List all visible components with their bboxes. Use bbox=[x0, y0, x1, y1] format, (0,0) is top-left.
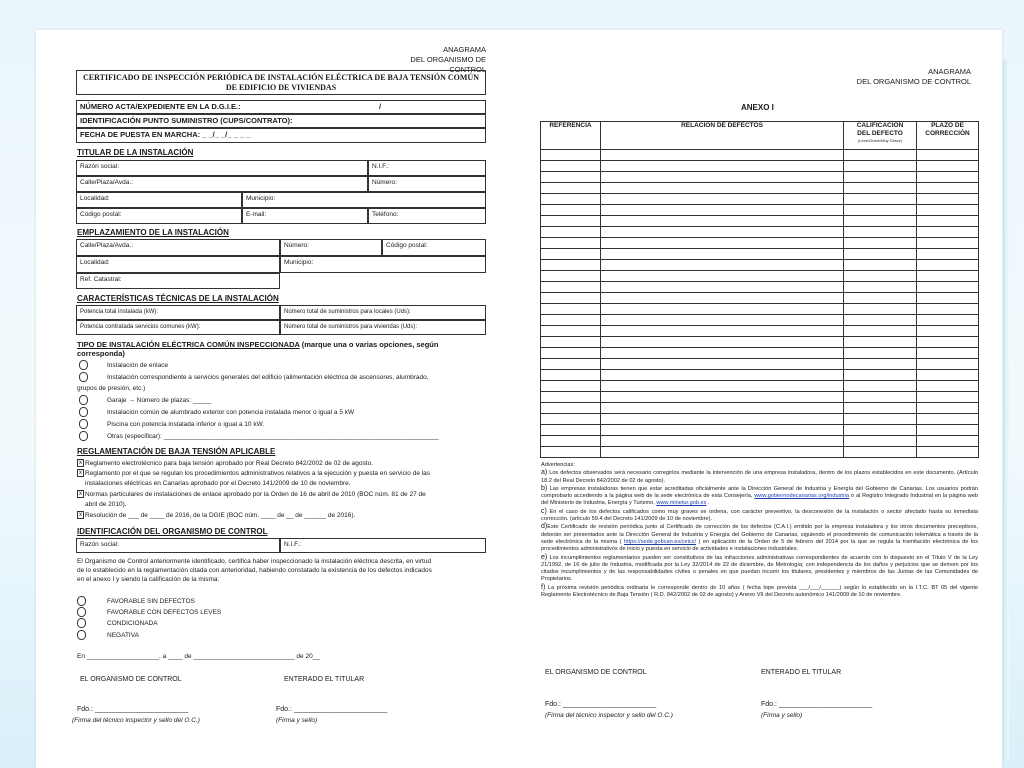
defect-cell[interactable] bbox=[917, 271, 979, 282]
defect-row bbox=[541, 315, 979, 326]
defect-row bbox=[541, 172, 979, 183]
option-servicios-generales-radio[interactable] bbox=[79, 372, 88, 382]
titular-numero-field[interactable]: Número: bbox=[368, 176, 486, 192]
defect-row bbox=[541, 425, 979, 436]
tipo-instalacion-heading bbox=[77, 340, 487, 358]
advertencias-block bbox=[541, 462, 978, 599]
certificacion-text-line2: de lo establecido en la reglamentación citada con anterioridad, habiendo constatado la existencia de los defectos indicados bbox=[77, 567, 432, 574]
acta-field[interactable] bbox=[76, 100, 486, 114]
defect-cell[interactable] bbox=[917, 315, 979, 326]
defect-cell[interactable] bbox=[541, 381, 601, 392]
calif-condicionada-radio[interactable] bbox=[77, 618, 86, 628]
right-sig-organismo-label: EL ORGANISMO DE CONTROL bbox=[545, 669, 647, 676]
defect-row bbox=[541, 414, 979, 425]
anexo-title: ANEXO I bbox=[741, 103, 774, 112]
defect-cell[interactable] bbox=[541, 205, 601, 216]
defect-row bbox=[541, 370, 979, 381]
defect-cell[interactable] bbox=[844, 326, 917, 337]
fecha-puesta-marcha-field[interactable]: FECHA DE PUESTA EN MARCHA: _ _/_ _/_ _ _ _ bbox=[76, 128, 486, 143]
defect-row bbox=[541, 183, 979, 194]
organismo-razon-social-field[interactable]: Razón social: bbox=[76, 538, 280, 553]
defect-cell[interactable] bbox=[541, 194, 601, 205]
defect-cell[interactable] bbox=[541, 436, 601, 447]
defect-cell[interactable] bbox=[601, 447, 844, 458]
defect-row bbox=[541, 381, 979, 392]
tipo-heading-bold: TIPO DE INSTALACIÓN ELÉCTRICA COMÚN INSPECCIONADA bbox=[77, 340, 300, 349]
advertencia-f: f) La próxima revisión periódica ordinaria le corresponde dentro de 10 años ( fecha tope prevista ___/___/______) según lo establecido en la I.T.C. BT 05 del vigente Reglamento Electrotécnico de Baja Tensión ( R.D. 842/2002 de 02 de agosto) y Anexo VII del Decreto autonómico 141/2009 de 10 de noviembre. bbox=[541, 583, 978, 599]
left-fdo-organismo[interactable]: Fdo.: ________________________ bbox=[77, 706, 189, 713]
option-alumbrado-exterior-radio[interactable] bbox=[79, 407, 88, 417]
defect-row bbox=[541, 150, 979, 161]
defects-table-header bbox=[541, 122, 979, 150]
defect-cell[interactable] bbox=[601, 260, 844, 271]
acta-slash: / bbox=[379, 102, 382, 111]
option-servicios-generales-label: Instalación correspondiente a servicios generales del edificio (alimentación eléctrica de ascensores, alumbrado, bbox=[107, 374, 429, 381]
defect-cell[interactable] bbox=[844, 315, 917, 326]
defect-cell[interactable] bbox=[844, 359, 917, 370]
advertencia-c: c) En el caso de los defectos calificados como muy graves se ordena, con carácter preventivo, la desconexión de la instalación o sector afectado hasta su inmediata corrección. (artículo 59.4 del Decreto 141/2009 de 10 de noviembre). bbox=[541, 507, 978, 523]
defect-cell[interactable] bbox=[601, 304, 844, 315]
titular-calle-field[interactable]: Calle/Plaza/Avda.: bbox=[76, 176, 368, 192]
defect-cell[interactable] bbox=[601, 205, 844, 216]
defect-cell[interactable] bbox=[541, 161, 601, 172]
emplazamiento-section-heading: EMPLAZAMIENTO DE LA INSTALACIÓN bbox=[77, 228, 229, 237]
left-sig-organismo-label: EL ORGANISMO DE CONTROL bbox=[80, 676, 182, 683]
calif-favorable-leves-label: FAVORABLE CON DEFECTOS LEVES bbox=[107, 609, 222, 616]
defect-cell[interactable] bbox=[601, 348, 844, 359]
defect-cell[interactable] bbox=[601, 249, 844, 260]
right-fdo-titular[interactable]: Fdo.: ________________________ bbox=[761, 701, 873, 708]
defect-row bbox=[541, 205, 979, 216]
defect-cell[interactable] bbox=[541, 370, 601, 381]
defect-cell[interactable] bbox=[601, 337, 844, 348]
defect-row bbox=[541, 348, 979, 359]
defect-cell[interactable] bbox=[601, 392, 844, 403]
defect-cell[interactable] bbox=[844, 260, 917, 271]
col-referencia-header: REFERENCIA bbox=[541, 122, 601, 150]
defect-cell[interactable] bbox=[601, 293, 844, 304]
option-enlace-label: Instalación de enlace bbox=[107, 362, 169, 369]
defect-cell[interactable] bbox=[917, 425, 979, 436]
defect-cell[interactable] bbox=[541, 172, 601, 183]
defect-cell[interactable] bbox=[844, 205, 917, 216]
defect-row bbox=[541, 260, 979, 271]
tipo-heading-rest: (marque una o varias opciones, según bbox=[299, 340, 439, 349]
defect-cell[interactable] bbox=[541, 414, 601, 425]
defect-cell[interactable] bbox=[541, 249, 601, 260]
defect-cell[interactable] bbox=[844, 381, 917, 392]
anagrama-org-label-right: DEL ORGANISMO DE CONTROL bbox=[856, 77, 971, 86]
defect-cell[interactable] bbox=[541, 392, 601, 403]
defect-cell[interactable] bbox=[601, 172, 844, 183]
right-firma-organismo-caption: (Firma del técnico inspector y sello del O.C.) bbox=[545, 712, 673, 719]
option-alumbrado-exterior-label: Instalación común de alumbrado exterior con potencia instalada menor o igual a 5 kW bbox=[107, 409, 355, 416]
option-garaje-label: Garaje → Número de plazas: _____ bbox=[107, 397, 212, 404]
defect-cell[interactable] bbox=[844, 436, 917, 447]
anagrama-label-right: ANAGRAMA bbox=[928, 67, 971, 76]
titular-email-field[interactable]: E-mail: bbox=[242, 208, 368, 224]
defect-row bbox=[541, 238, 979, 249]
empl-calle-field[interactable]: Calle/Plaza/Avda.: bbox=[76, 239, 280, 256]
defect-cell[interactable] bbox=[601, 238, 844, 249]
defect-cell[interactable] bbox=[601, 150, 844, 161]
defect-cell[interactable] bbox=[844, 403, 917, 414]
defect-cell[interactable] bbox=[844, 238, 917, 249]
defect-cell[interactable] bbox=[601, 425, 844, 436]
anagrama-right bbox=[856, 67, 971, 87]
defect-cell[interactable] bbox=[917, 205, 979, 216]
cups-field[interactable]: IDENTIFICACIÓN PUNTO SUMINISTRO (CUPS/CONTRATO): bbox=[76, 114, 486, 128]
option-enlace-radio[interactable] bbox=[79, 360, 88, 370]
defect-cell[interactable] bbox=[844, 392, 917, 403]
empl-cp-field[interactable]: Código postal: bbox=[382, 239, 486, 256]
regl-normas-enlace-label: Normas particulares de instalaciones de enlace aprobado por la Orden de 16 de abril de 2010 (BOC núm. 81 de 27 de bbox=[85, 491, 426, 498]
defect-cell[interactable] bbox=[844, 304, 917, 315]
defect-cell[interactable] bbox=[917, 260, 979, 271]
defect-cell[interactable] bbox=[844, 348, 917, 359]
defect-cell[interactable] bbox=[917, 249, 979, 260]
calif-negativa-radio[interactable] bbox=[77, 630, 86, 640]
defect-cell[interactable] bbox=[917, 348, 979, 359]
link-sede-gobcan[interactable]: https://sede.gobcan.es/ceicc/ bbox=[623, 538, 697, 545]
defect-cell[interactable] bbox=[601, 315, 844, 326]
defect-row bbox=[541, 161, 979, 172]
defect-cell[interactable] bbox=[541, 183, 601, 194]
defect-cell[interactable] bbox=[844, 414, 917, 425]
defect-cell[interactable] bbox=[917, 216, 979, 227]
defect-row bbox=[541, 326, 979, 337]
regl-resolucion-checkbox[interactable]: x bbox=[79, 512, 82, 518]
advertencia-d: d)Este Certificado de revisión periódica junto al Certificado de corrección de los defectos (C.A.I.) emitido por la empresa instaladora y los otros documentos preceptivos, deberán ser presentados ante la Dirección General de Industria y Energía del Gobierno de Canarias, siguiendo el procedimiento de comunicación telemática a través de la sede electrónica de la misma ( https://sede.gobcan.es/ceicc/ ) en aplicación de la Orden de 5 de febrero del 2014 por la que se regula la tramitación electrónica de los procedimientos administrativos de inicio y puesta en servicio de actividades e instalaciones industriales. bbox=[541, 523, 978, 553]
titular-cp-field[interactable]: Código postal: bbox=[76, 208, 242, 224]
defect-cell[interactable] bbox=[541, 227, 601, 238]
defect-row bbox=[541, 249, 979, 260]
left-sig-titular-label: ENTERADO EL TITULAR bbox=[284, 676, 365, 683]
defect-cell[interactable] bbox=[541, 425, 601, 436]
defect-cell[interactable] bbox=[541, 359, 601, 370]
organismo-nif-field[interactable]: N.I.F.: bbox=[280, 538, 486, 553]
defect-row bbox=[541, 282, 979, 293]
defect-row bbox=[541, 359, 979, 370]
lugar-fecha-line[interactable]: En ____________________, a ____ de ____________________________ de 20__ bbox=[77, 653, 320, 660]
col-plazo-header: PLAZO DE CORRECCIÓN bbox=[917, 122, 979, 150]
advertencia-e: e) Los incumplimientos reglamentarios pueden ser constitutivos de las infracciones administrativas correspondientes de acuerdo con lo dispuesto en el Título V de la Ley 21/1992, de 16 de julio de Industria, modificada por la Ley 32/2014 de 22 de diciembre, de Metrología; con independencia de los daños y perjuicios que se deriven por los citados incumplimientos y de las responsabilidades civiles o penales en que puedan incurrir los titulares, presidentes y miembros de las Juntas de las Comunidades de Propietarios. bbox=[541, 553, 978, 583]
right-fdo-organismo[interactable]: Fdo.: ________________________ bbox=[545, 701, 657, 708]
titular-telefono-field[interactable]: Teléfono: bbox=[368, 208, 486, 224]
defect-cell[interactable] bbox=[844, 194, 917, 205]
right-firma-titular-caption: (Firma y sello) bbox=[761, 712, 803, 719]
option-servicios-generales-label-cont: grupos de presión, etc.) bbox=[77, 385, 146, 392]
defect-cell[interactable] bbox=[541, 326, 601, 337]
titular-localidad-field[interactable]: Localidad: bbox=[76, 192, 242, 208]
col-relacion-defectos-header: RELACIÓN DE DEFECTOS bbox=[601, 122, 844, 150]
defect-cell[interactable] bbox=[917, 150, 979, 161]
defect-cell[interactable] bbox=[601, 227, 844, 238]
calif-condicionada-label: CONDICIONADA bbox=[107, 620, 158, 627]
defect-cell[interactable] bbox=[917, 293, 979, 304]
defects-table bbox=[540, 121, 979, 458]
defect-cell[interactable] bbox=[601, 414, 844, 425]
empl-localidad-field[interactable]: Localidad: bbox=[76, 256, 280, 273]
defect-cell[interactable] bbox=[601, 194, 844, 205]
option-otras-label: Otras (especificar): ____________________________________________________________________________ bbox=[107, 433, 439, 440]
regl-procedimientos-label: Reglamento por el que se regulan los procedimientos administrativos relativos a la ejecución y puesta en servicio de las bbox=[85, 470, 431, 477]
defect-row bbox=[541, 271, 979, 282]
option-piscina-radio[interactable] bbox=[79, 419, 88, 429]
defect-cell[interactable] bbox=[601, 161, 844, 172]
defect-cell[interactable] bbox=[844, 271, 917, 282]
defect-row bbox=[541, 337, 979, 348]
defect-cell[interactable] bbox=[601, 271, 844, 282]
link-minetur[interactable]: www.minetur.gob.es bbox=[656, 500, 707, 507]
potencia-instalada-field[interactable]: Potencia total instalada (kW): bbox=[76, 305, 280, 320]
tipo-heading-line2: corresponda) bbox=[77, 349, 125, 358]
defect-cell[interactable] bbox=[601, 359, 844, 370]
regl-rebt-checkbox[interactable]: x bbox=[79, 460, 82, 466]
regl-normas-enlace-label-cont: abril de 2010). bbox=[85, 501, 127, 508]
defect-cell[interactable] bbox=[541, 293, 601, 304]
titular-municipio-field[interactable]: Municipio: bbox=[242, 192, 486, 208]
suministros-locales-field[interactable]: Número total de suministros para locales (Uds): bbox=[280, 305, 486, 320]
defect-cell[interactable] bbox=[844, 447, 917, 458]
option-otras-radio[interactable] bbox=[79, 431, 88, 441]
right-sig-titular-label: ENTERADO EL TITULAR bbox=[761, 669, 842, 676]
advertencia-b: b) Las empresas instaladoras tienen que estar acreditadas oficialmente ante la Dirección General de Industria y Energía del Gobierno de Canarias. Los usuarios podrán comprobarlo accediendo a la página web de la sede electrónica de esta Consejería, www.gobiernodecanarias.org/industria o al Registro Integrado Industrial en la página web del Ministerio de Industria, Energía y Turismo, www.minetur.gob.es . bbox=[541, 484, 979, 507]
defect-row bbox=[541, 403, 979, 414]
defect-cell[interactable] bbox=[917, 414, 979, 425]
calif-favorable-sin-defectos-label: FAVORABLE SIN DEFECTOS bbox=[107, 598, 195, 605]
defect-cell[interactable] bbox=[601, 216, 844, 227]
defect-cell[interactable] bbox=[541, 216, 601, 227]
certificacion-text-line3: en el anexo I y siendo la calificación de la misma: bbox=[77, 576, 220, 583]
certificate-title-line2: DE EDIFICIO DE VIVIENDAS bbox=[225, 83, 337, 92]
defect-cell[interactable] bbox=[844, 172, 917, 183]
defect-cell[interactable] bbox=[601, 370, 844, 381]
regl-procedimientos-label-cont: instalaciones eléctricas en Canarias aprobado por el Decreto 141/2009 de 10 de noviembre. bbox=[85, 480, 351, 487]
advertencias-title: Advertencias: bbox=[541, 462, 575, 468]
acta-label: NÚMERO ACTA/EXPEDIENTE EN LA D.G.I.E.: bbox=[80, 102, 241, 111]
defect-cell[interactable] bbox=[917, 337, 979, 348]
defect-cell[interactable] bbox=[601, 326, 844, 337]
empl-numero-field[interactable]: Número: bbox=[280, 239, 382, 256]
anagrama-org-label: DEL ORGANISMO DE CONTROL bbox=[410, 55, 486, 74]
defect-cell[interactable] bbox=[917, 403, 979, 414]
link-gobiernodecanarias[interactable]: www.gobiernodecanarias.org/industria bbox=[754, 493, 850, 500]
defect-cell[interactable] bbox=[844, 183, 917, 194]
defect-row bbox=[541, 216, 979, 227]
defect-row bbox=[541, 304, 979, 315]
left-firma-organismo-caption: (Firma del técnico inspector y sello del O.C.) bbox=[72, 717, 200, 724]
defect-cell[interactable] bbox=[601, 381, 844, 392]
defect-cell[interactable] bbox=[541, 348, 601, 359]
regl-normas-enlace-checkbox[interactable]: x bbox=[79, 491, 82, 497]
defect-cell[interactable] bbox=[844, 216, 917, 227]
defect-cell[interactable] bbox=[917, 227, 979, 238]
caracteristicas-section-heading: CARACTERÍSTICAS TÉCNICAS DE LA INSTALACIÓN bbox=[77, 294, 279, 303]
defect-cell[interactable] bbox=[541, 304, 601, 315]
defect-row bbox=[541, 227, 979, 238]
option-garaje-radio[interactable] bbox=[79, 395, 88, 405]
titular-razon-social-field[interactable]: Razón social: bbox=[76, 160, 368, 176]
defect-row bbox=[541, 447, 979, 458]
titular-section-heading: TITULAR DE LA INSTALACIÓN bbox=[77, 148, 194, 157]
defect-cell[interactable] bbox=[541, 337, 601, 348]
defect-cell[interactable] bbox=[541, 403, 601, 414]
defect-row bbox=[541, 436, 979, 447]
defect-cell[interactable] bbox=[601, 436, 844, 447]
potencia-contratada-field[interactable]: Potencia contratada servicios comunes (kW): bbox=[76, 320, 280, 335]
defect-cell[interactable] bbox=[601, 403, 844, 414]
defects-table-body bbox=[541, 150, 979, 458]
defect-row bbox=[541, 293, 979, 304]
defect-cell[interactable] bbox=[541, 260, 601, 271]
left-firma-titular-caption: (Firma y sello) bbox=[276, 717, 318, 724]
defect-cell[interactable] bbox=[541, 315, 601, 326]
defect-cell[interactable] bbox=[541, 271, 601, 282]
defect-cell[interactable] bbox=[541, 150, 601, 161]
option-piscina-label: Piscina con potencia instalada inferior o igual a 10 kW. bbox=[107, 421, 265, 428]
defect-cell[interactable] bbox=[844, 425, 917, 436]
defect-cell[interactable] bbox=[844, 337, 917, 348]
empl-ref-catastral-field[interactable]: Ref. Catastral: bbox=[76, 273, 280, 289]
defect-cell[interactable] bbox=[917, 282, 979, 293]
defect-cell[interactable] bbox=[601, 282, 844, 293]
empl-municipio-field[interactable]: Municipio: bbox=[280, 256, 486, 273]
regl-rebt-label: Reglamento electrotécnico para baja tensión aprobado por Real Decreto 842/2002 de 02 de agosto. bbox=[85, 460, 374, 467]
regl-procedimientos-checkbox[interactable]: x bbox=[79, 470, 82, 476]
defect-cell[interactable] bbox=[541, 447, 601, 458]
defect-cell[interactable] bbox=[917, 304, 979, 315]
suministros-viviendas-field[interactable]: Número total de suministros para viviendas (Uds): bbox=[280, 320, 486, 335]
titular-nif-field[interactable]: N.I.F.: bbox=[368, 160, 486, 176]
reglamentacion-section-heading: REGLAMENTACIÓN DE BAJA TENSIÓN APLICABLE bbox=[77, 447, 276, 456]
defect-cell[interactable] bbox=[541, 238, 601, 249]
organismo-section-heading: IDENTIFICACIÓN DEL ORGANISMO DE CONTROL bbox=[77, 527, 268, 536]
calif-favorable-leves-radio[interactable] bbox=[77, 607, 86, 617]
certificacion-text-line1: El Organismo de Control anteriormente identificado, certifica haber inspeccionado la instalación eléctrica descrita, en virtud bbox=[77, 558, 432, 565]
defect-cell[interactable] bbox=[844, 161, 917, 172]
advertencia-a: a) Los defectos observados será necesario corregirlos mediante la intervención de una empresa instaladora, dentro de los plazos establecidos en este documento. (Artículo 18.2 del Real Decreto 842/2002 de 02 de agosto). bbox=[541, 469, 978, 484]
anagrama-label: ANAGRAMA bbox=[443, 45, 486, 54]
defect-cell[interactable] bbox=[844, 227, 917, 238]
right-edge-bevel bbox=[1003, 60, 1009, 760]
defect-cell[interactable] bbox=[917, 436, 979, 447]
calif-favorable-sin-defectos-radio[interactable] bbox=[77, 596, 86, 606]
defect-row bbox=[541, 392, 979, 403]
defect-cell[interactable] bbox=[917, 238, 979, 249]
defect-cell[interactable] bbox=[844, 282, 917, 293]
defect-row bbox=[541, 194, 979, 205]
left-fdo-titular[interactable]: Fdo.: ________________________ bbox=[276, 706, 388, 713]
defect-cell[interactable] bbox=[601, 183, 844, 194]
defect-cell[interactable] bbox=[917, 447, 979, 458]
defect-cell[interactable] bbox=[917, 359, 979, 370]
defect-cell[interactable] bbox=[844, 150, 917, 161]
calif-negativa-label: NEGATIVA bbox=[107, 632, 139, 639]
col-calificacion-header: CALIFICACIÓN DEL DEFECTO (Leve/Grave/Muy Grave) bbox=[844, 122, 917, 150]
defect-cell[interactable] bbox=[844, 293, 917, 304]
defect-cell[interactable] bbox=[541, 282, 601, 293]
defect-cell[interactable] bbox=[917, 326, 979, 337]
defect-cell[interactable] bbox=[917, 183, 979, 194]
defect-cell[interactable] bbox=[917, 370, 979, 381]
defect-cell[interactable] bbox=[917, 161, 979, 172]
certificate-title-line1: CERTIFICADO DE INSPECCIÓN PERIÓDICA DE INSTALACIÓN ELÉCTRICA DE BAJA TENSIÓN COMÚN bbox=[83, 73, 479, 82]
regl-resolucion-label: Resolución de ___ de ____ de 2016, de la DGIE (BOC núm. ____ de __ de ______ de 2016). bbox=[85, 512, 356, 519]
defect-cell[interactable] bbox=[917, 172, 979, 183]
defect-cell[interactable] bbox=[844, 249, 917, 260]
defect-cell[interactable] bbox=[917, 392, 979, 403]
certificate-title bbox=[76, 70, 486, 95]
defect-cell[interactable] bbox=[917, 194, 979, 205]
defect-cell[interactable] bbox=[844, 370, 917, 381]
defect-cell[interactable] bbox=[917, 381, 979, 392]
